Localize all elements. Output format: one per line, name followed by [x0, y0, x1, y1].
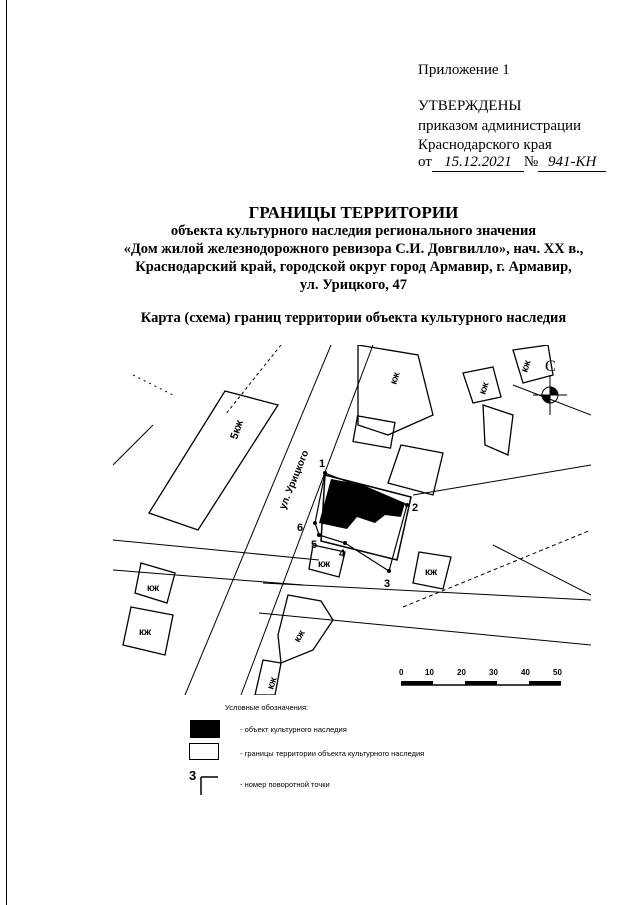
label-kzh-2: кж — [477, 381, 492, 396]
point-5-dot — [317, 533, 321, 537]
label-kzh-5: кж — [425, 567, 438, 578]
north-label: С — [545, 358, 556, 375]
legend-swatch-boundary — [189, 743, 219, 760]
doc-subtitle-4: ул. Урицкого, 47 — [299, 277, 408, 293]
point-3-dot — [387, 569, 391, 573]
label-kzh-1: кж — [388, 371, 403, 386]
scale-0: 0 — [399, 668, 404, 677]
cross-street-2 — [113, 570, 303, 585]
label-kzh-9: кж — [265, 676, 280, 691]
legend-item-heritage: - объект культурного наследия — [240, 725, 347, 734]
doc-subtitle-2: «Дом жилой железнодорожного ревизора С.И. Довгвилло», нач. XX в., — [123, 241, 584, 257]
date-value: 15.12.2021 — [432, 154, 524, 172]
scale-10: 10 — [425, 668, 434, 677]
turning-point-icon — [198, 774, 220, 796]
point-label-1: 1 — [319, 458, 326, 470]
lot-line-5 — [493, 545, 591, 595]
label-kzh-3: кж — [519, 359, 534, 374]
approval-date-line — [418, 154, 606, 172]
point-label-2: 2 — [412, 502, 419, 514]
number-prefix: № — [523, 154, 539, 170]
approval-heading: УТВЕРЖДЕНЫ — [418, 98, 522, 114]
map-svg — [113, 345, 591, 695]
building-kzh-1 — [358, 345, 433, 435]
label-kzh-4: кж — [318, 559, 331, 570]
legend-point-number: 3 — [189, 768, 197, 783]
street-label: ул. Урицкого — [277, 448, 312, 512]
point-2-dot — [405, 503, 409, 507]
building-small-1 — [353, 416, 395, 448]
cross-street-4 — [259, 613, 591, 645]
building-kzh-8 — [278, 595, 333, 663]
doc-title: ГРАНИЦЫ ТЕРРИТОРИИ — [248, 203, 459, 222]
lot-line-3 — [113, 425, 153, 465]
scale-20: 20 — [457, 668, 466, 677]
road-edge-1 — [185, 345, 331, 695]
doc-subtitle-3: Краснодарский край, городской округ город Армавир, г. Армавир, — [135, 259, 572, 275]
point-6-dot — [313, 521, 317, 525]
lot-line-4 — [133, 375, 173, 395]
heritage-object — [319, 479, 405, 529]
point-label-3: 3 — [384, 578, 391, 590]
appendix-label: Приложение 1 — [418, 62, 510, 78]
label-kzh-7: кж — [139, 627, 152, 638]
map-heading: Карта (схема) границ территории объекта культурного наследия — [140, 310, 567, 326]
building-5kzh — [149, 391, 278, 530]
building-right-1 — [483, 405, 513, 455]
doc-subtitle-1: объекта культурного наследия регионального значения — [170, 223, 537, 239]
point-label-6: 6 — [297, 522, 304, 534]
legend-swatch-heritage — [190, 720, 220, 738]
label-kzh-8: кж — [292, 628, 308, 645]
legend-title: Условные обозначения: — [225, 703, 309, 712]
label-5kzh: 5кж — [228, 418, 246, 441]
approval-line-1: приказом администрации — [418, 118, 582, 134]
point-1-dot — [323, 471, 327, 475]
building-mid — [388, 445, 443, 495]
scale-bar — [399, 668, 562, 685]
number-value: 941-КН — [538, 154, 606, 172]
road-edge-3 — [225, 345, 281, 415]
cross-street-1 — [113, 540, 319, 560]
legend-item-boundary: - границы территории объекта культурного наследия — [240, 749, 425, 758]
site-map — [113, 345, 591, 695]
north-arrow-icon — [533, 358, 567, 415]
page-margin-line — [6, 0, 7, 905]
scale-40: 40 — [521, 668, 530, 677]
label-kzh-6: кж — [147, 583, 160, 594]
scale-50: 50 — [553, 668, 562, 677]
scale-30: 30 — [489, 668, 498, 677]
legend-item-point: - номер поворотной точки — [240, 780, 330, 789]
date-prefix: от — [418, 154, 432, 170]
point-label-5: 5 — [311, 539, 318, 551]
approval-line-2: Краснодарского края — [418, 137, 552, 153]
point-4-dot — [343, 541, 347, 545]
point-label-4: 4 — [339, 548, 346, 560]
